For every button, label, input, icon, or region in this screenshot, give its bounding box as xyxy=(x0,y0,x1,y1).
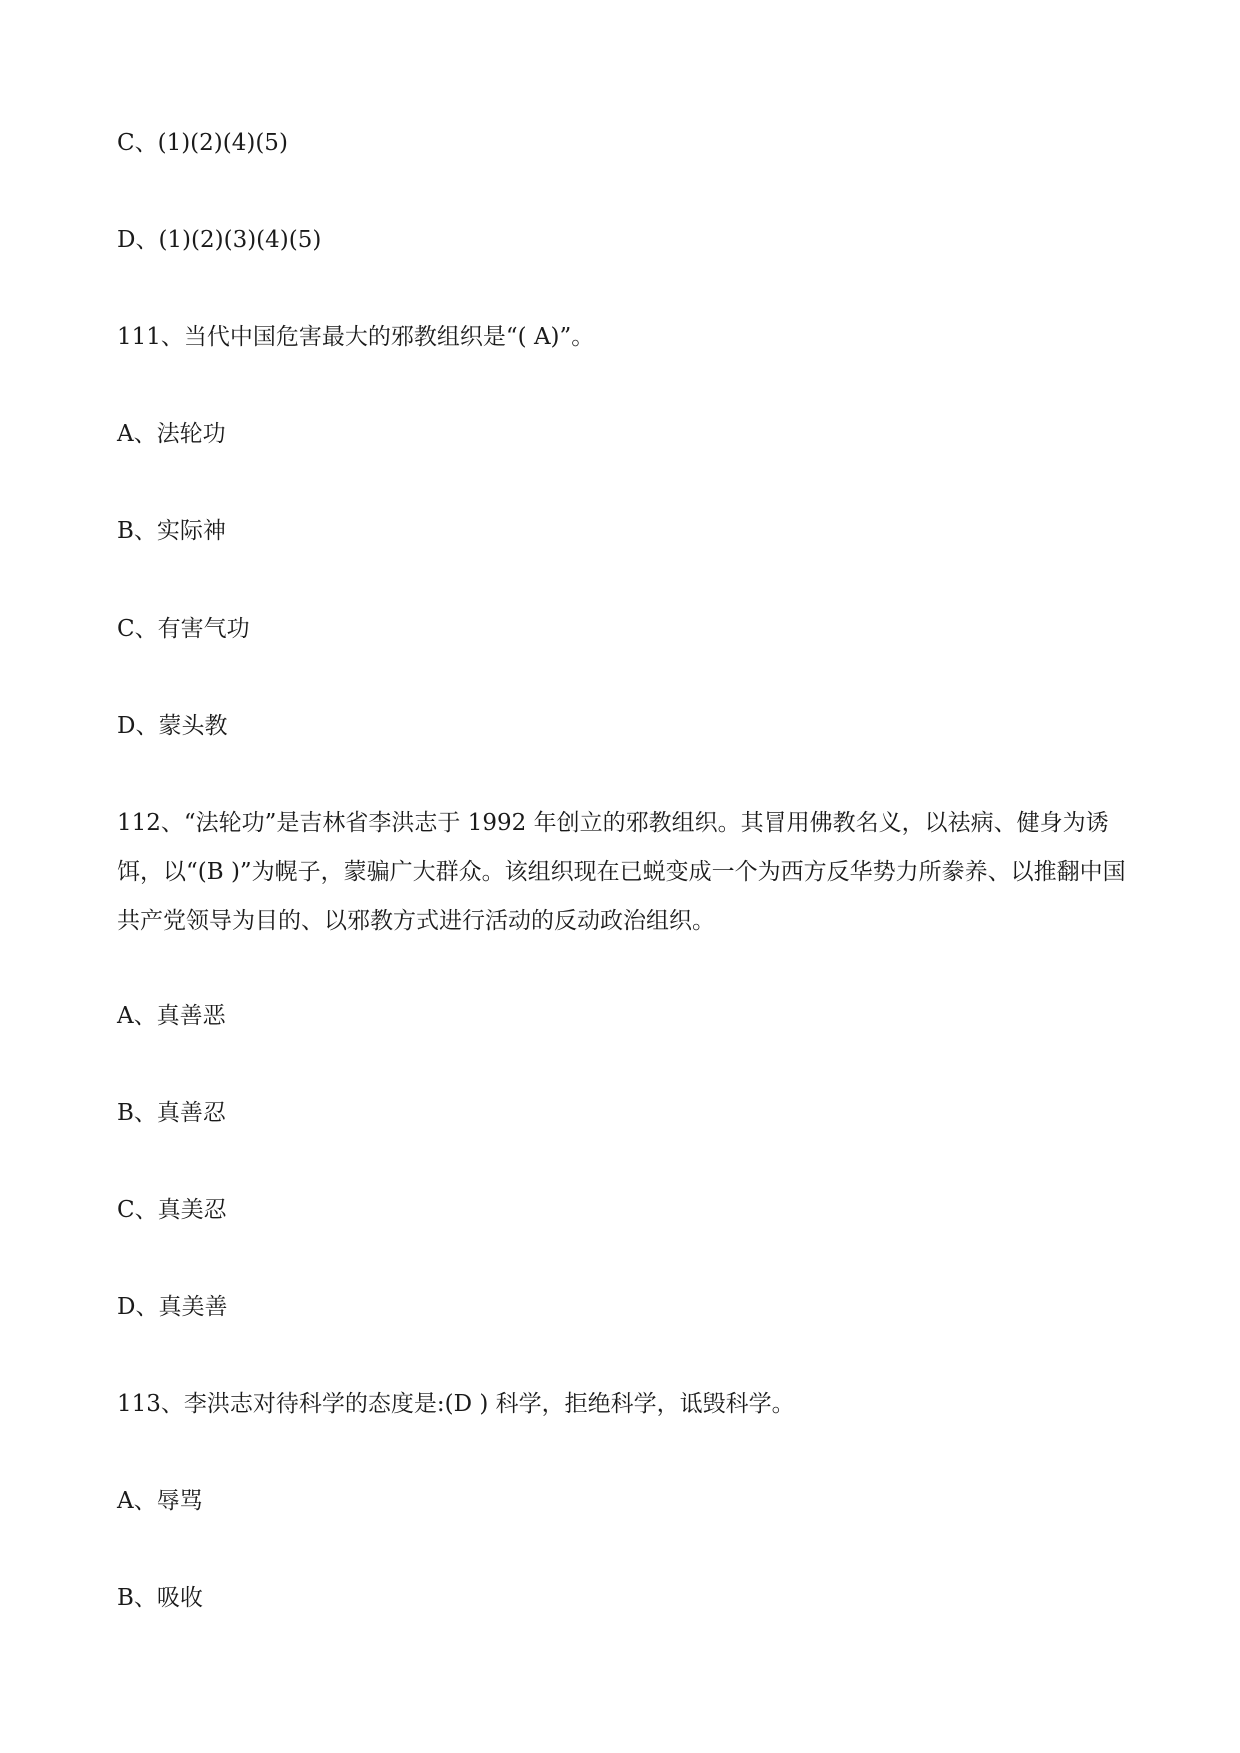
q113-option-b: B、吸收 xyxy=(117,1585,203,1611)
q111-option-a: A、法轮功 xyxy=(117,421,226,447)
q113-option-a: A、辱骂 xyxy=(117,1488,203,1514)
q112-option-b: B、真善忍 xyxy=(117,1100,226,1126)
q111-option-d: D、蒙头教 xyxy=(117,713,228,739)
q112-option-d: D、真美善 xyxy=(117,1294,228,1320)
q110-option-c: C、(1)(2)(4)(5) xyxy=(117,130,288,156)
q111-option-b: B、实际神 xyxy=(117,518,226,544)
q111-option-c: C、有害气功 xyxy=(117,616,250,642)
q111-question: 111、当代中国危害最大的邪教组织是“( A)”。 xyxy=(117,324,595,350)
q112-question: 112、“法轮功”是吉林省李洪志于 1992 年创立的邪教组织。其冒用佛教名义，以祛病、健身为诱饵，以“(B )”为幌子，蒙骗广大群众。该组织现在已蜕变成一个为西方反华势力所豢养、以推翻中国共产党领导为目的、以邪教方式进行活动的反动政治组织。 xyxy=(117,810,1126,934)
q112-option-a: A、真善恶 xyxy=(117,1003,226,1029)
q113-question: 113、李洪志对待科学的态度是:(D ) 科学，拒绝科学，诋毁科学。 xyxy=(117,1391,795,1417)
q112-option-c: C、真美忍 xyxy=(117,1197,227,1223)
q110-option-d: D、(1)(2)(3)(4)(5) xyxy=(117,227,322,253)
